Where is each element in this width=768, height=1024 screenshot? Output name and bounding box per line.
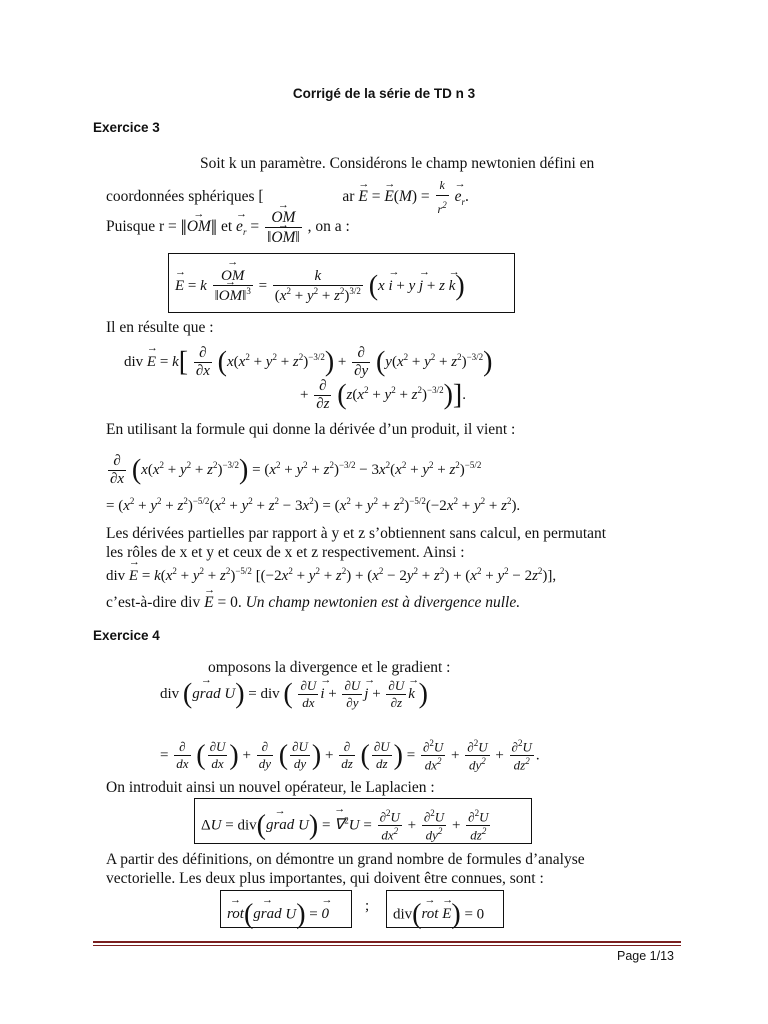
footer-rule-thick xyxy=(93,941,681,943)
div-rot-box: div(→ rot → E) = 0 xyxy=(386,890,504,928)
ex3-conclusion-c: Un champ newtonien est à divergence nulle. xyxy=(245,594,521,611)
ex4-intro: omposons la divergence et le gradient : xyxy=(208,659,451,676)
footer-rule-thin xyxy=(93,945,681,946)
ex4-laplacian-intro xyxy=(106,778,435,797)
ex3-line2: coordonnées sphériques [ ar → E = → E(M) = $\frac{k}{r^2}$ → $e_r$. xyxy=(106,176,469,219)
ex3-line3: Puisque r = ‖→ OM‖ et → $e_r$ = → $\frac{OM}{‖\to OM‖}$ , on a : xyxy=(106,208,350,247)
ex3-line3-b: et xyxy=(220,218,233,236)
rot-grad-box: → rot(→ grad U) = → 0 xyxy=(220,890,352,928)
div-E-sum: div → $E = k(x^2 + y^2 + z^2)^{-5/2}$ $[(-2x^2 + y^2 + z^2) + (x^2 - 2y^2 + z^2) + (x^2 + y^2 - 2z^2)]$, xyxy=(106,566,556,585)
ex4-formulas-line2: vectorielle. Les deux plus importantes, qui doivent être connues, sont : xyxy=(106,870,544,887)
second-derivatives-formula: = $\frac{\partial}{dx}$ ( $\frac{\partial U}{dx}$ ) + $\frac{\partial}{dy}$ ( $\frac{\partial U}{dy}$ ) + $\frac{\partial}{dz}$ ( $\frac{\partial U}{dz}$ ) = $\frac{\partial^2U}{dx^2}$ + $\frac{\partial^2U}{dy^2}$ + $\frac{\partial^2U}{dz^2}$ . xyxy=(160,738,540,773)
ex3-partial-line1: Les dérivées partielles par rapport à y et z s’obtiennent sans calcul, en permutant xyxy=(106,525,607,542)
ex3-product-intro: En utilisant la formule qui donne la dérivée d’un produit, il vient : xyxy=(106,421,516,438)
field-formula-box: → E = k → $\frac{OM}{‖\to OM‖^3}$ = $\frac{k}{(x^2 + y^2 + z^2)^{3/2}}$ (x → i + y → j + z → k) xyxy=(168,253,515,313)
laplacian-box: ΔU = div(→ grad U) = → ∇$^2$U = $\frac{\partial^2U}{dx^2}$ + $\frac{\partial^2U}{dy^2}$ + $\frac{\partial^2U}{dz^2}$ xyxy=(194,798,532,844)
page-title: Corrigé de la série de TD n 3 xyxy=(292,86,476,101)
ex3-line2-a: coordonnées sphériques [ xyxy=(106,188,264,206)
ex3-conclusion: c’est-à-dire div → E = 0. Un champ newtonien est à divergence nulle. xyxy=(106,593,520,612)
product-derivative-1: $\frac{\partial}{\partial x}$ $(x(x^2 + y^2 + z^2)^{-3/2}) = (x^2 + y^2 + z^2)^{-3/2} - 3x^2(x^2 + y^2 + z^2)^{-5/2}$ xyxy=(110,453,482,487)
div-grad-formula: div (→ grad U) = div ( $\frac{\partial U}{dx}$ → i + $\frac{\partial U}{\partial y}$ → j + $\frac{\partial U}{\partial z}$ → k ) xyxy=(160,678,428,711)
exercise-3-heading: Exercice 3 xyxy=(93,120,160,135)
ex3-conclusion-b: = 0. xyxy=(217,594,242,611)
div-E-formula-2: + $\frac{\partial}{\partial z}$ $(z(x^2 + y^2 + z^2)^{-3/2})$]. xyxy=(300,378,466,412)
product-derivative-2: = $(x^2 + y^2 + z^2)^{-5/2}(x^2 + y^2 + z^2 - 3x^2) = (x^2 + y^2 + z^2)^{-5/2}(-2x^2 + y^2 + z^2)$. xyxy=(106,496,521,514)
div-E-formula-1: div → E = k[ $\frac{\partial}{\partial x}$ $(x(x^2 + y^2 + z^2)^{-3/2})$ + $\frac{\partial}{\partial y}$ $(y(x^2 + y^2 + z^2)^{-3/2})$ xyxy=(124,345,493,380)
ex3-line2-b: ar xyxy=(342,188,355,206)
ex4-formulas-line1: A partir des définitions, on démontre un grand nombre de formules d’analyse xyxy=(106,851,585,868)
formula-separator: ; xyxy=(365,898,370,914)
ex3-conclusion-a: c’est-à-dire div xyxy=(106,594,201,611)
ex3-line1: Soit k un paramètre. Considérons le champ newtonien défini en xyxy=(200,155,595,172)
ex3-line3-c: , on a : xyxy=(307,218,350,236)
ex4-laplacian-intro-text: On introduit ainsi un nouvel opérateur, le Laplacien : xyxy=(106,779,435,796)
ex3-line3-a: Puisque r = xyxy=(106,218,177,236)
ex3-result-intro: Il en résulte que : xyxy=(106,319,214,336)
page-number: Page 1/13 xyxy=(617,949,674,963)
exercise-4-heading: Exercice 4 xyxy=(93,628,160,643)
ex3-partial-line2: les rôles de x et y et ceux de x et z respectivement. Ainsi : xyxy=(106,544,465,561)
